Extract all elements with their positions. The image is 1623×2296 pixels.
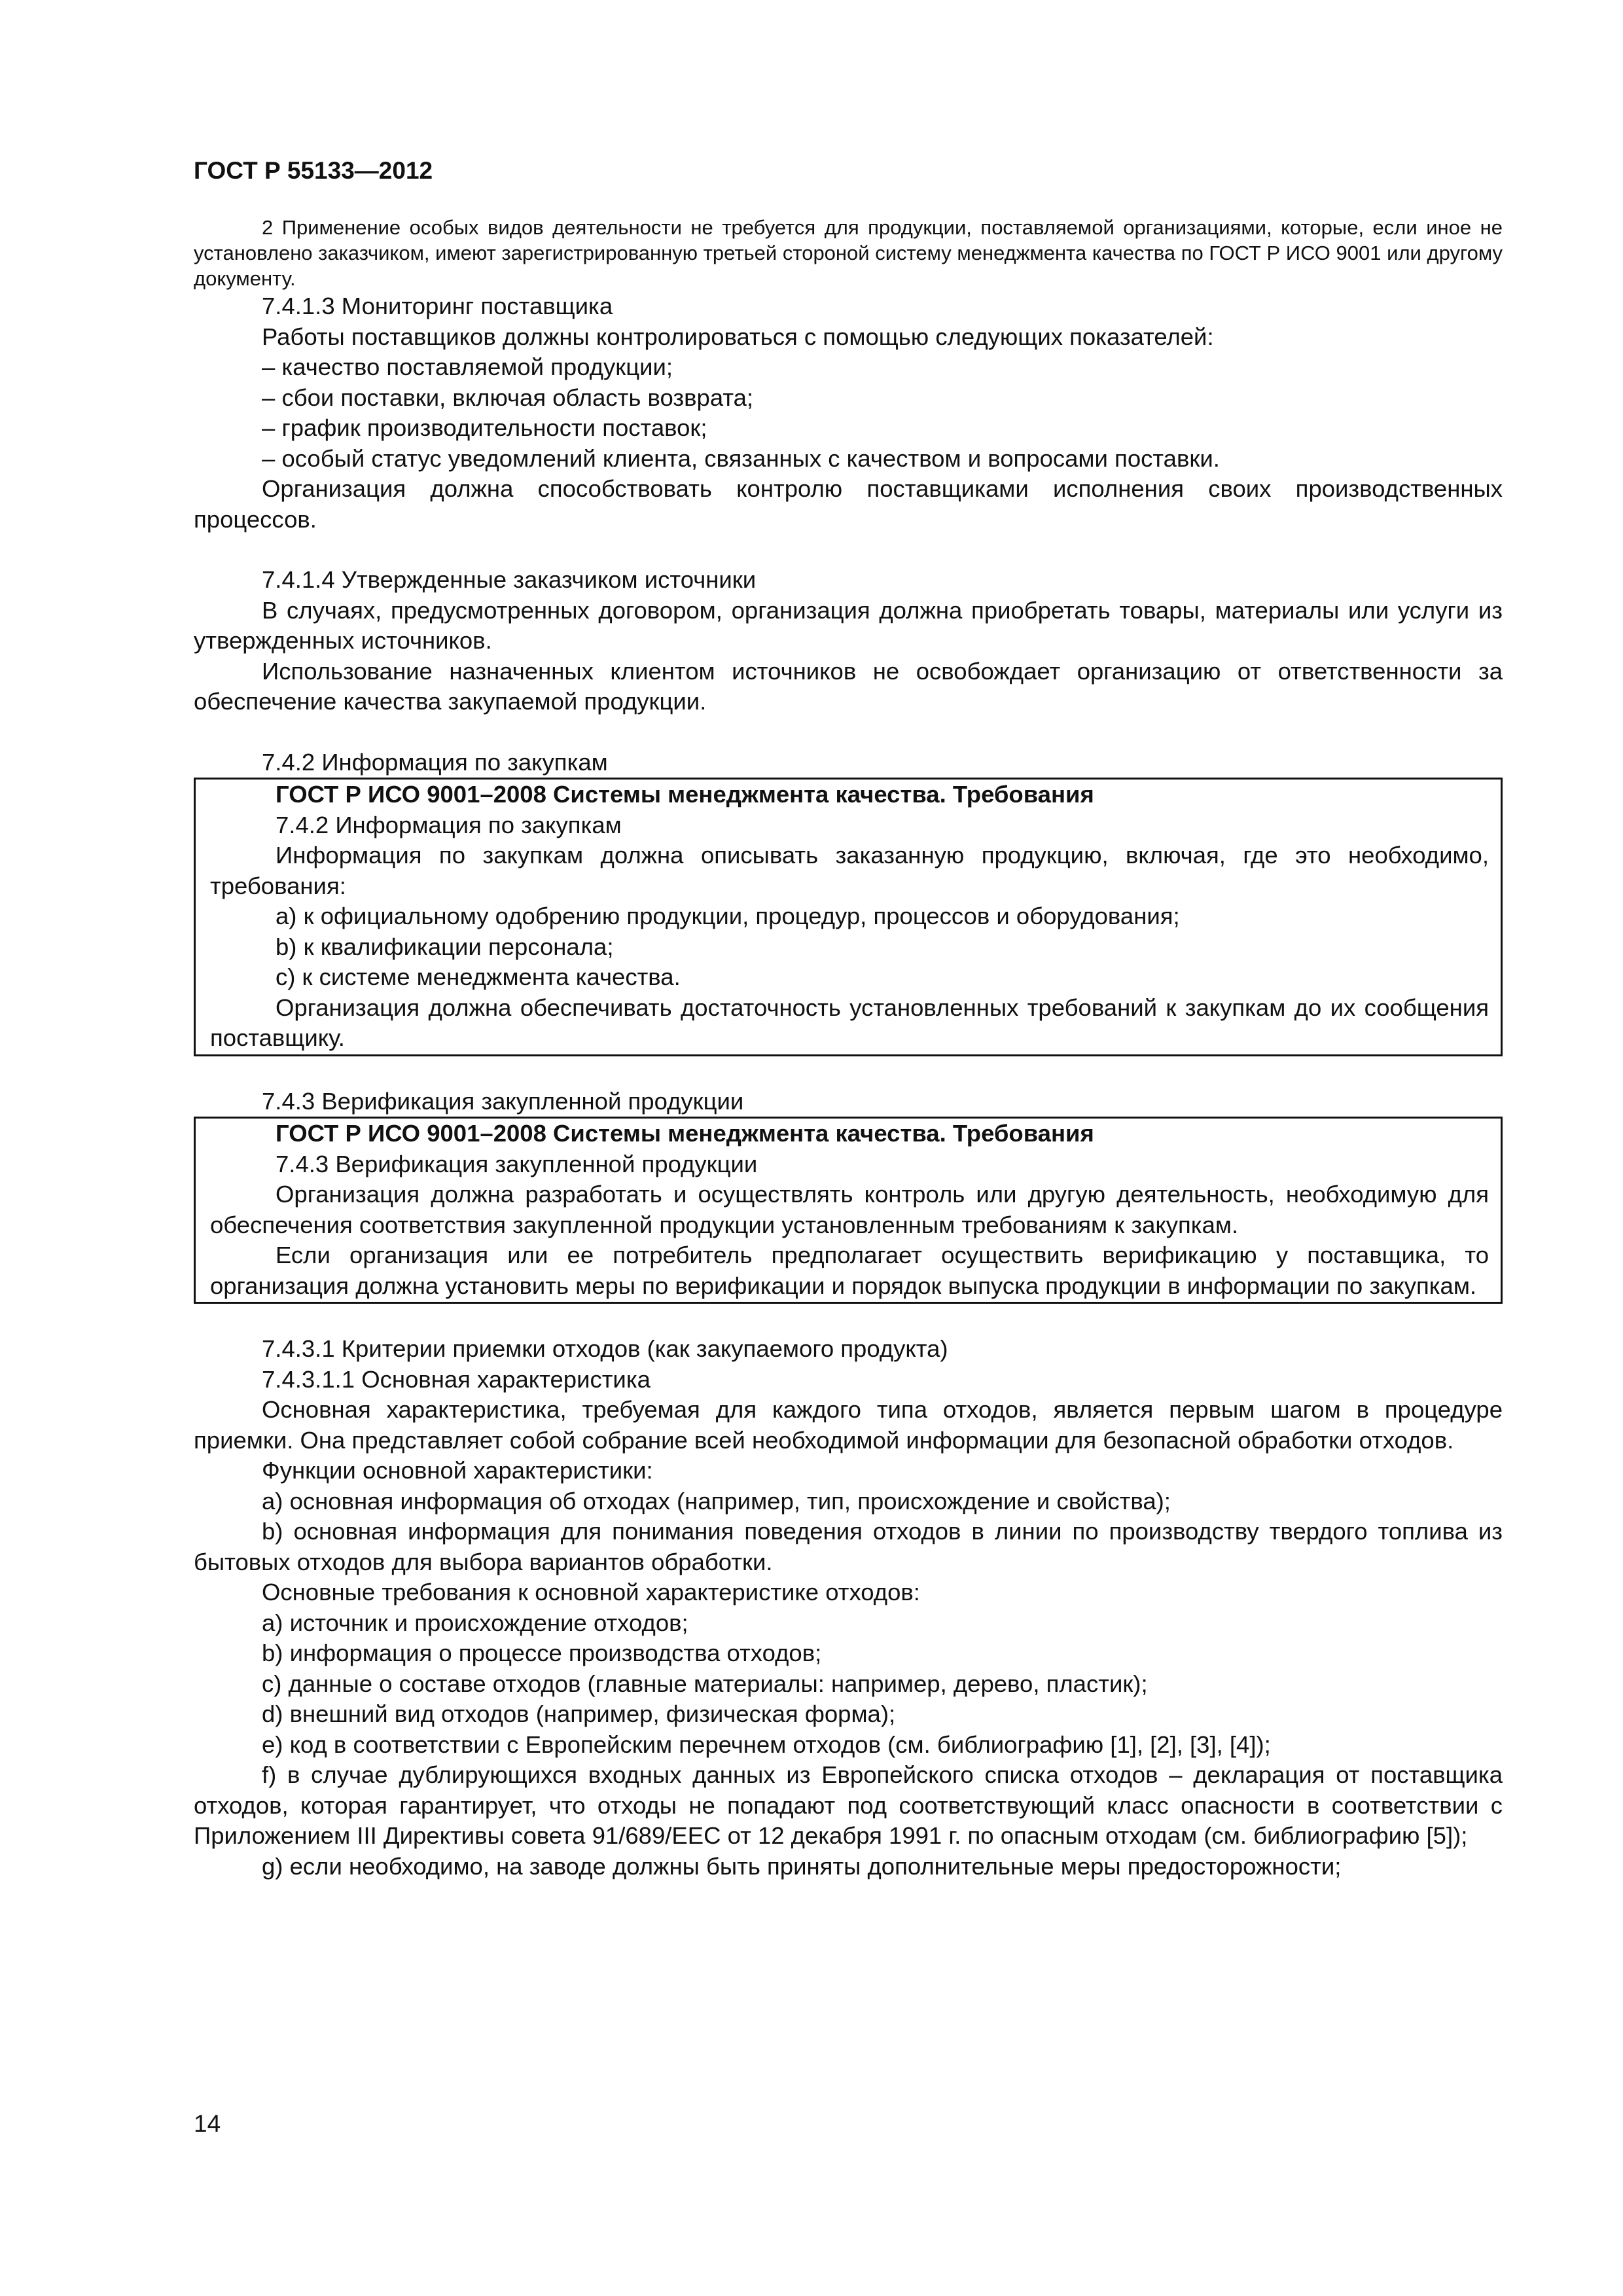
list-item: g) если необходимо, на заводе должны быть приняты дополнительные меры предосторожности; <box>262 1852 1342 1880</box>
list-item: – сбои поставки, включая область возврата; <box>262 384 754 411</box>
standard-quote-box <box>194 778 1503 1056</box>
section-title-74311: 7.4.3.1.1 Основная характеристика <box>262 1365 651 1393</box>
box-heading: ГОСТ Р ИСО 9001–2008 Системы менеджмента качества. Требования <box>276 1120 1094 1147</box>
list-item: f) в случае дублирующихся входных данных из Европейского списка отходов – декларация от поставщика отходов, которая гарантирует, что отходы не попадают под соответствующий класс опасности в соответствии с Приложением III Директивы совета 91/689/EEC от 12 декабря 1991 г. по опасным отходам (см. библиографию [5]); <box>194 1761 1503 1849</box>
section-title-7431: 7.4.3.1 Критерии приемки отходов (как закупаемого продукта) <box>262 1335 948 1362</box>
section-title-7414: 7.4.1.4 Утвержденные заказчиком источники <box>262 566 757 593</box>
list-item: e) код в соответствии с Европейским перечнем отходов (см. библиографию [1], [2], [3], [4]); <box>262 1731 1271 1758</box>
standard-quote-box <box>194 1117 1503 1304</box>
document-header: ГОСТ Р 55133—2012 <box>194 157 433 184</box>
list-item: b) основная информация для понимания поведения отходов в линии по производству твердого топлива из бытовых отходов для выбора вариантов обработки. <box>194 1518 1503 1575</box>
box-subtitle: 7.4.2 Информация по закупкам <box>276 811 622 838</box>
list-item: – качество поставляемой продукции; <box>262 353 673 380</box>
paragraph: Основная характеристика, требуемая для каждого типа отходов, является первым шагом в процедуре приемки. Она представляет собой собрание всей необходимой информации для безопасной обработки отходов. <box>194 1396 1503 1454</box>
list-item: – график производительности поставок; <box>262 414 707 441</box>
page-number: 14 <box>194 2110 221 2137</box>
paragraph: Функции основной характеристики: <box>262 1457 653 1484</box>
section-title-742: 7.4.2 Информация по закупкам <box>262 748 608 776</box>
list-item: a) источник и происхождение отходов; <box>262 1609 688 1636</box>
box-subtitle: 7.4.3 Верификация закупленной продукции <box>276 1150 758 1177</box>
spacer <box>194 1304 1503 1334</box>
paragraph: Организация должна обеспечивать достаточность установленных требований к закупкам до их сообщения поставщику. <box>210 994 1489 1051</box>
paragraph: Если организация или ее потребитель предполагает осуществить верификацию у поставщика, то организация должна установить меры по верификации и порядок выпуска продукции в информации по закупкам. <box>210 1242 1489 1299</box>
list-item: a) к официальному одобрению продукции, процедур, процессов и оборудования; <box>276 903 1180 929</box>
paragraph: В случаях, предусмотренных договором, организация должна приобретать товары, материалы или услуги из утвержденных источников. <box>194 596 1503 654</box>
paragraph: Организация должна способствовать контролю поставщиками исполнения своих производственных процессов. <box>194 475 1503 533</box>
list-item: b) к квалификации персонала; <box>276 933 614 960</box>
list-item: b) информация о процессе производства отходов; <box>262 1640 822 1666</box>
box-heading: ГОСТ Р ИСО 9001–2008 Системы менеджмента качества. Требования <box>276 781 1094 808</box>
section-title-743: 7.4.3 Верификация закупленной продукции <box>262 1087 744 1115</box>
list-item: c) к системе менеджмента качества. <box>276 963 681 990</box>
page-content <box>194 215 1503 1882</box>
spacer <box>194 717 1503 747</box>
list-item: a) основная информация об отходах (например, тип, происхождение и свойства); <box>262 1487 1171 1515</box>
paragraph: Работы поставщиков должны контролироваться с помощью следующих показателей: <box>262 323 1214 350</box>
paragraph: Организация должна разработать и осуществлять контроль или другую деятельность, необходимую для обеспечения соответствия закупленной продукции установленным требованиям к закупкам. <box>210 1181 1489 1238</box>
paragraph: Информация по закупкам должна описывать заказанную продукцию, включая, где это необходимо, требования: <box>210 842 1489 899</box>
list-item: d) внешний вид отходов (например, физическая форма); <box>262 1700 896 1727</box>
section-title-7413: 7.4.1.3 Мониторинг поставщика <box>262 293 613 319</box>
list-item: c) данные о составе отходов (главные материалы: например, дерево, пластик); <box>262 1670 1148 1697</box>
note-2: 2 Применение особых видов деятельности не требуется для продукции, поставляемой организациями, которые, если иное не установлено заказчиком, имеют зарегистрированную третьей стороной систему менеджмента качества по ГОСТ Р ИСО 9001 или другому документу. <box>194 216 1503 290</box>
paragraph: Использование назначенных клиентом источников не освобождает организацию от ответственности за обеспечение качества закупаемой продукции. <box>194 657 1503 715</box>
spacer <box>194 535 1503 565</box>
list-item: – особый статус уведомлений клиента, связанных с качеством и вопросами поставки. <box>262 444 1220 472</box>
spacer <box>194 1056 1503 1086</box>
paragraph: Основные требования к основной характеристике отходов: <box>262 1579 920 1605</box>
